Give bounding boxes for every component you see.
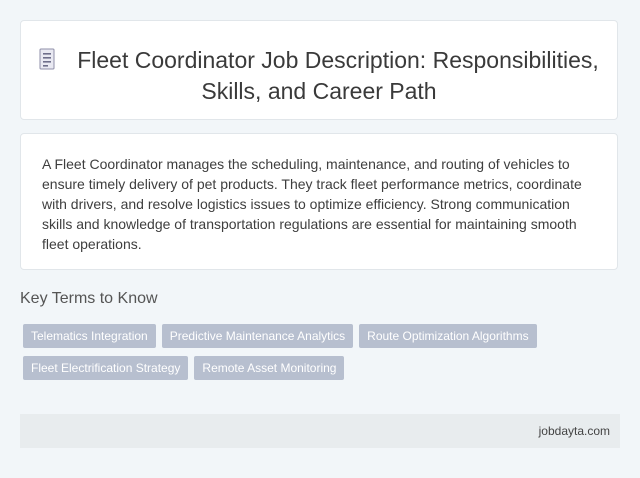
description-text: A Fleet Coordinator manages the scheduling, maintenance, and routing of vehicles to ensure timely delivery of pet products. They track fleet performance metrics, coordinate with drivers, and resolve logistics issues to optimize efficiency. Strong communication skills and knowledge of transportation regulations are essential for maintaining smooth fleet operations. [42,156,582,252]
tag-fleet-electrification-strategy[interactable]: Fleet Electrification Strategy [23,356,188,380]
description-card [20,133,618,270]
tag-remote-asset-monitoring[interactable]: Remote Asset Monitoring [194,356,344,380]
key-terms-heading: Key Terms to Know [20,290,158,307]
tag-route-optimization-algorithms[interactable]: Route Optimization Algorithms [359,324,536,348]
page-title [21,46,617,106]
footer [20,414,620,448]
page-title-text: Fleet Coordinator Job Description: Responsibilities, Skills, and Career Path [77,47,599,104]
tag-predictive-maintenance-analytics[interactable]: Predictive Maintenance Analytics [162,324,353,348]
document-icon [39,48,55,77]
footer-site-link[interactable]: jobdayta.com [538,424,610,438]
tag-telematics-integration[interactable]: Telematics Integration [23,324,156,348]
key-terms-tags [23,324,583,388]
header-card [20,20,618,120]
